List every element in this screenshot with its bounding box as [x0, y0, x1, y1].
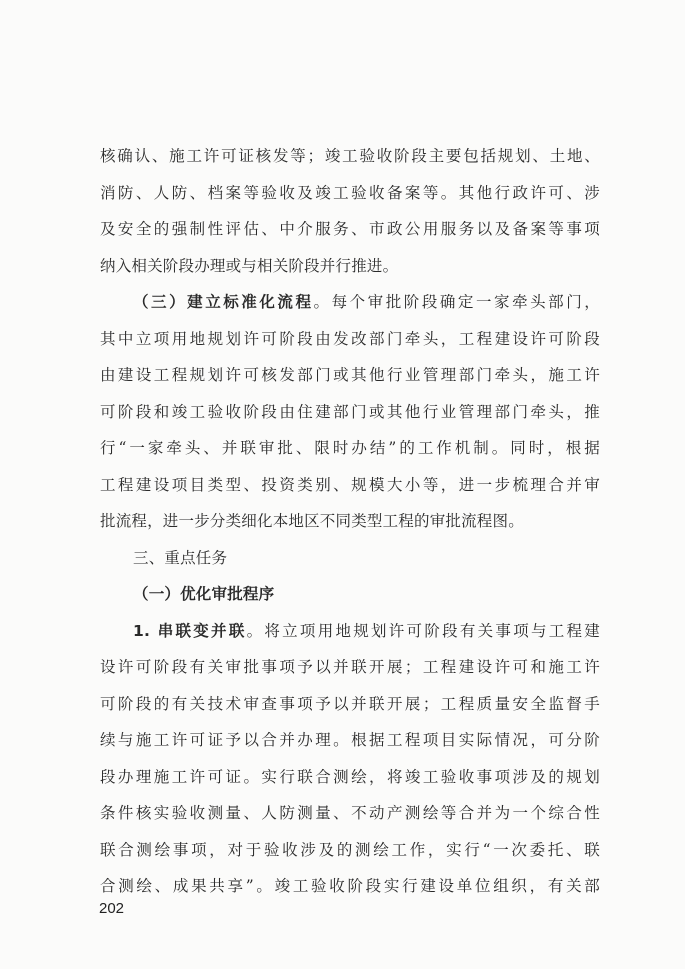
- text-line: 段办理施工许可证。实行联合测绘，将竣工验收事项涉及的规划: [100, 767, 600, 786]
- text-line: 其中立项用地规划许可阶段由发改部门牵头，工程建设许可阶段: [100, 329, 600, 348]
- text-line: 条件核实验收测量、人防测量、不动产测绘等合并为一个综合性: [100, 804, 600, 822]
- text-line: [100, 613, 600, 650]
- text-line: 由建设工程规划许可核发部门或其他行业管理部门牵头，施工许: [100, 366, 600, 384]
- text-line: 纳入相关阶段办理或与相关阶段并行推进。: [100, 256, 399, 275]
- text-line: 消防、人防、档案等验收及竣工验收备案等。其他行政许可、涉: [100, 183, 600, 202]
- paragraph-lead-heading: （三）建立标准化流程: [133, 293, 314, 311]
- text-run: 。将立项用地规划许可阶段有关事项与工程建: [246, 621, 600, 640]
- text-line: 行“一家牵头、并联审批、限时办结”的工作机制。同时，根据: [100, 439, 600, 457]
- text-line: 及安全的强制性评估、中介服务、市政公用服务以及备案等事项: [100, 220, 600, 238]
- text-line: 联合测绘事项，对于验收涉及的测绘工作，实行“一次委托、联: [100, 840, 600, 859]
- text-line: 续与施工许可证予以合并办理。根据工程项目实际情况，可分阶: [100, 731, 600, 749]
- subsection-heading: （一）优化审批程序: [133, 585, 275, 603]
- body-text: [100, 138, 600, 905]
- text-run: 。每个审批阶段确定一家牵头部门，: [313, 293, 600, 311]
- page-number: 202: [99, 900, 125, 917]
- text-line: 合测绘、成果共享”。竣工验收阶段实行建设单位组织，有关部: [100, 877, 600, 895]
- section-heading: 三、重点任务: [133, 548, 228, 567]
- text-line: 工程建设项目类型、投资类别、规模大小等，进一步梳理合并审: [100, 475, 600, 494]
- text-line: 可阶段和竣工验收阶段由住建部门或其他行业管理部门牵头，推: [100, 402, 600, 421]
- text-line: 批流程，进一步分类细化本地区不同类型工程的审批流程图。: [100, 512, 524, 530]
- paragraph-lead-heading: 1. 串联变并联: [133, 621, 247, 640]
- text-line: 设许可阶段有关审批事项予以并联开展；工程建设许可和施工许: [100, 658, 600, 676]
- text-line: 可阶段的有关技术审查事项予以并联开展；工程质量安全监督手: [100, 694, 600, 713]
- text-line: 核确认、施工许可证核发等；竣工验收阶段主要包括规划、土地、: [100, 147, 600, 165]
- text-line: [100, 284, 600, 321]
